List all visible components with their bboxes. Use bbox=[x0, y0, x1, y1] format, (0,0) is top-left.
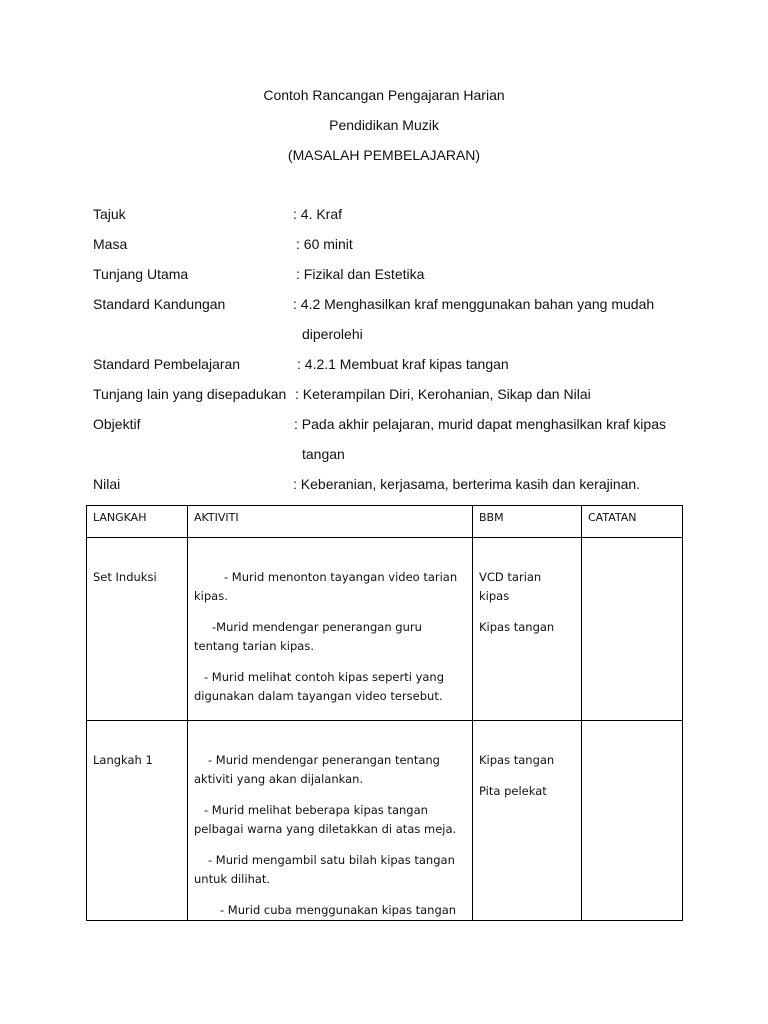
document-title: Contoh Rancangan Pengajaran Harian bbox=[263, 87, 505, 103]
activity-item: -Murid mendengar penerangan guru tentang tarian kipas. bbox=[194, 620, 422, 653]
standard-kandungan-value-cont: diperolehi bbox=[302, 326, 363, 342]
catatan-cell bbox=[582, 721, 683, 921]
tajuk-value: : 4. Kraf bbox=[293, 206, 343, 222]
bbm-item: VCD tarian kipas bbox=[479, 570, 542, 603]
table-row bbox=[87, 538, 683, 721]
table-header-row bbox=[87, 506, 683, 538]
tajuk-label: Tajuk bbox=[93, 206, 126, 222]
activity-item: - Murid cuba menggunakan kipas tangan bbox=[220, 903, 457, 917]
header-catatan: CATATAN bbox=[582, 506, 683, 538]
table-row bbox=[87, 721, 683, 921]
nilai-value: : Keberanian, kerjasama, berterima kasih dan kerajinan. bbox=[293, 476, 641, 492]
bbm-item: Kipas tangan bbox=[479, 753, 555, 767]
tunjang-utama-label: Tunjang Utama bbox=[93, 266, 189, 282]
standard-kandungan-label: Standard Kandungan bbox=[93, 296, 226, 312]
tunjang-lain-value: : Keterampilan Diri, Kerohanian, Sikap dan Nilai bbox=[295, 386, 591, 402]
bbm-item: Pita pelekat bbox=[479, 784, 547, 798]
objektif-value-cont: tangan bbox=[302, 446, 345, 462]
activity-item: - Murid mengambil satu bilah kipas tangan untuk dilihat. bbox=[194, 853, 455, 886]
aktiviti-cell bbox=[188, 721, 473, 921]
langkah-cell bbox=[87, 538, 188, 721]
document-subject: Pendidikan Muzik bbox=[329, 117, 439, 133]
activity-item: - Murid menonton tayangan video tarian kipas. bbox=[194, 570, 458, 603]
header-aktiviti: AKTIVITI bbox=[188, 506, 473, 538]
tunjang-utama-value: : Fizikal dan Estetika bbox=[296, 266, 425, 282]
bbm-cell bbox=[473, 538, 582, 721]
standard-pembelajaran-value: : 4.2.1 Membuat kraf kipas tangan bbox=[297, 356, 509, 372]
step-name: Langkah 1 bbox=[93, 753, 153, 767]
activity-item: - Murid mendengar penerangan tentang aktiviti yang akan dijalankan. bbox=[194, 753, 440, 786]
standard-pembelajaran-label: Standard Pembelajaran bbox=[93, 356, 241, 372]
header-langkah: LANGKAH bbox=[87, 506, 188, 538]
bbm-item: Kipas tangan bbox=[479, 620, 555, 634]
objektif-value: : Pada akhir pelajaran, murid dapat menghasilkan kraf kipas bbox=[294, 416, 666, 432]
langkah-cell bbox=[87, 721, 188, 921]
tunjang-lain-label: Tunjang lain yang disepadukan bbox=[93, 386, 287, 402]
catatan-cell bbox=[582, 538, 683, 721]
bbm-cell bbox=[473, 721, 582, 921]
activity-item: - Murid melihat contoh kipas seperti yang digunakan dalam tayangan video tersebut. bbox=[194, 670, 445, 703]
lesson-table bbox=[86, 505, 683, 921]
standard-kandungan-value: : 4.2 Menghasilkan kraf menggunakan bahan yang mudah bbox=[293, 296, 655, 312]
step-name: Set Induksi bbox=[93, 570, 157, 584]
nilai-label: Nilai bbox=[93, 476, 121, 492]
header-bbm: BBM bbox=[473, 506, 582, 538]
masa-value: : 60 minit bbox=[296, 236, 353, 252]
activity-item: - Murid melihat beberapa kipas tangan pelbagai warna yang diletakkan di atas meja. bbox=[194, 803, 457, 836]
aktiviti-cell bbox=[188, 538, 473, 721]
masa-label: Masa bbox=[93, 236, 128, 252]
document-subtitle: (MASALAH PEMBELAJARAN) bbox=[287, 147, 481, 163]
objektif-label: Objektif bbox=[93, 416, 141, 432]
